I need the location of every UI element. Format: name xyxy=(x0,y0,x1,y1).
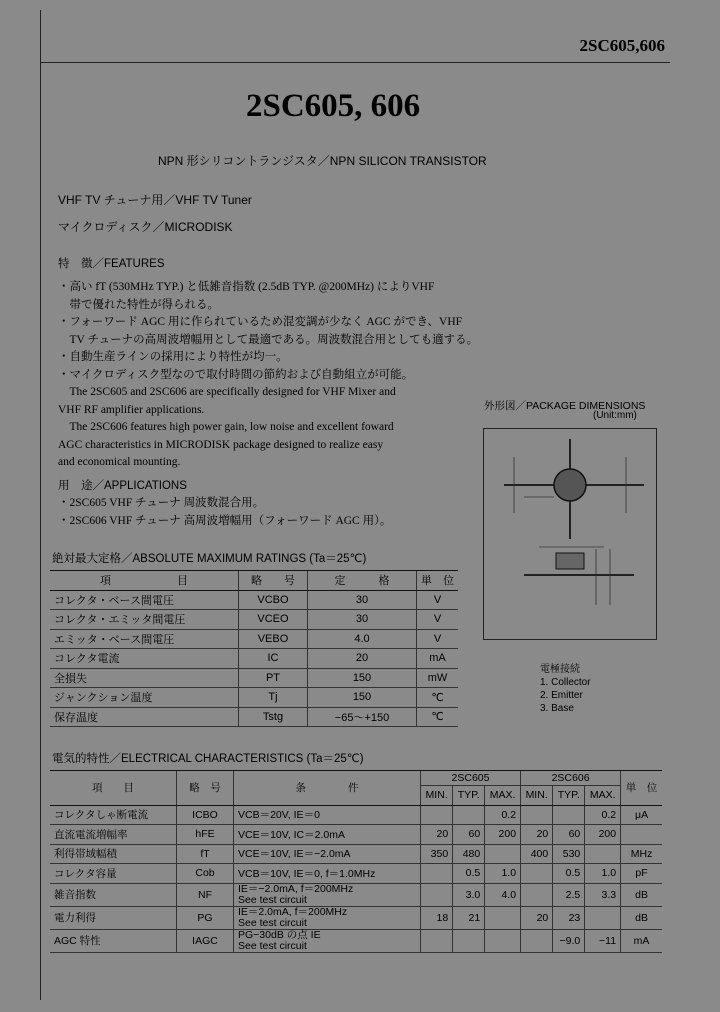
condition xyxy=(234,906,421,929)
table-row xyxy=(50,668,458,688)
typ: 21 xyxy=(453,906,485,929)
min xyxy=(421,929,453,952)
usage-line: ・2SC606 VHF チューナ 高周波増幅用（フォーワード AGC 用）。 xyxy=(58,514,392,527)
typ xyxy=(453,805,485,825)
col-max: MAX. xyxy=(585,786,621,806)
unit: ℃ xyxy=(417,707,459,727)
table-row xyxy=(50,825,662,845)
max: 1.0 xyxy=(585,864,621,884)
package-title: 外形図／PACKAGE DIMENSIONS xyxy=(484,400,646,412)
min: 20 xyxy=(421,825,453,845)
table-header-row xyxy=(50,571,458,591)
col-symbol: 略 号 xyxy=(239,571,308,591)
rating: −65〜+150 xyxy=(308,707,417,727)
usage-body xyxy=(58,495,391,530)
condition xyxy=(234,805,421,825)
min: 20 xyxy=(521,825,553,845)
feature-line: and economical mounting. xyxy=(58,456,181,468)
max: 0.2 xyxy=(585,805,621,825)
feature-line: ・高い fT (530MHz TYP.) と低雑音指数 (2.5dB TYP. @200MHz) によりVHF xyxy=(58,281,435,293)
table-row xyxy=(50,883,662,906)
rating: 30 xyxy=(308,610,417,630)
rating: 150 xyxy=(308,668,417,688)
condition-line: See test circuit xyxy=(238,939,307,952)
symbol: ICBO xyxy=(177,805,234,825)
table-row xyxy=(50,590,458,610)
table-row xyxy=(50,906,662,929)
col-typ: TYP. xyxy=(553,786,585,806)
max: 0.2 xyxy=(485,805,521,825)
typ xyxy=(553,805,585,825)
max xyxy=(485,929,521,952)
item: コレクタ・ベース間電圧 xyxy=(50,590,239,610)
feature-line: ・フォーワード AGC 用に作られているため混変調が少なく AGC ができ、VHF xyxy=(58,316,463,328)
condition xyxy=(234,883,421,906)
item: コレクタ容量 xyxy=(50,864,177,884)
symbol: Cob xyxy=(177,864,234,884)
condition-line: VCE＝10V, IC＝2.0mA xyxy=(238,828,345,841)
unit: V xyxy=(417,610,459,630)
app-line-1: VHF TV チューナ用／VHF TV Tuner xyxy=(58,193,252,207)
typ: 3.0 xyxy=(453,883,485,906)
min xyxy=(521,929,553,952)
symbol: VCEO xyxy=(239,610,308,630)
item: AGC 特性 xyxy=(50,929,177,952)
col-item: 項 目 xyxy=(50,771,177,806)
typ: 60 xyxy=(453,825,485,845)
symbol: VCBO xyxy=(239,590,308,610)
condition xyxy=(234,844,421,864)
min: 350 xyxy=(421,844,453,864)
typ: 2.5 xyxy=(553,883,585,906)
table-row xyxy=(50,649,458,669)
table-header-row xyxy=(50,771,662,786)
table-row xyxy=(50,610,458,630)
table-row xyxy=(50,864,662,884)
table-row xyxy=(50,707,458,727)
typ xyxy=(453,929,485,952)
group-2sc605: 2SC605 xyxy=(421,771,521,786)
max xyxy=(485,844,521,864)
left-margin-rule xyxy=(40,10,41,1000)
col-min: MIN. xyxy=(421,786,453,806)
unit: V xyxy=(417,629,459,649)
col-rating: 定 格 xyxy=(308,571,417,591)
condition-line: IE＝2.0mA, f＝200MHz xyxy=(238,905,348,918)
package-unit: (Unit:mm) xyxy=(593,410,637,421)
unit: MHz xyxy=(621,844,662,864)
unit: mW xyxy=(417,668,459,688)
condition-line: IE＝−2.0mA, f＝200MHz xyxy=(238,882,354,895)
max xyxy=(585,844,621,864)
item: エミッタ・ベース間電圧 xyxy=(50,629,239,649)
condition-line: PG−30dB の点 IE xyxy=(238,928,321,941)
page-title: 2SC605, 606 xyxy=(246,88,421,124)
condition xyxy=(234,929,421,952)
header-rule xyxy=(40,62,670,63)
condition-line: See test circuit xyxy=(238,893,307,906)
subtitle: NPN 形シリコントランジスタ／NPN SILICON TRANSISTOR xyxy=(158,154,487,168)
feature-line: AGC characteristics in MICRODISK package designed to realize easy xyxy=(58,438,384,451)
symbol: Tstg xyxy=(239,707,308,727)
unit xyxy=(621,825,662,845)
feature-line: The 2SC605 and 2SC606 are specifically designed for VHF Mixer and xyxy=(58,386,396,398)
max: 200 xyxy=(485,825,521,845)
unit: mA xyxy=(621,929,662,952)
col-typ: TYP. xyxy=(453,786,485,806)
min xyxy=(521,883,553,906)
max: −11 xyxy=(585,929,621,952)
abs-max-table xyxy=(50,570,458,727)
min xyxy=(521,805,553,825)
condition-line: VCB＝20V, IE＝0 xyxy=(238,809,320,822)
min xyxy=(421,805,453,825)
unit: ℃ xyxy=(417,688,459,708)
condition-line: VCE＝10V, IE＝−2.0mA xyxy=(238,848,351,861)
condition xyxy=(234,864,421,884)
elec-char-table xyxy=(50,770,662,953)
feature-line: ・マイクロディスク型なので取付時間の節約および自動組立が可能。 xyxy=(58,368,414,381)
features-body xyxy=(58,279,479,472)
symbol: IC xyxy=(239,649,308,669)
table-row xyxy=(50,844,662,864)
unit: μA xyxy=(621,805,662,825)
symbol: IAGC xyxy=(177,929,234,952)
table-row xyxy=(50,688,458,708)
col-max: MAX. xyxy=(485,786,521,806)
unit: mA xyxy=(417,649,459,669)
feature-line: VHF RF amplifier applications. xyxy=(58,403,205,416)
usage-heading: 用 途／APPLICATIONS xyxy=(58,480,187,492)
item: 利得帯域幅積 xyxy=(50,844,177,864)
table-row xyxy=(50,805,662,825)
col-symbol: 略 号 xyxy=(177,771,234,806)
pin-item: 3. Base xyxy=(540,703,574,714)
usage-line: ・2SC605 VHF チューナ 周波数混合用。 xyxy=(58,497,265,509)
condition xyxy=(234,825,421,845)
unit: V xyxy=(417,590,459,610)
symbol: VEBO xyxy=(239,629,308,649)
item: コレクタ電流 xyxy=(50,649,239,669)
unit: dB xyxy=(621,883,662,906)
col-condition: 条 件 xyxy=(234,771,421,806)
col-item: 項 目 xyxy=(50,571,239,591)
side-view-body xyxy=(556,553,584,569)
max: 1.0 xyxy=(485,864,521,884)
max xyxy=(485,906,521,929)
pin-heading: 電極接続 xyxy=(540,664,580,675)
abs-max-heading: 絶対最大定格／ABSOLUTE MAXIMUM RATINGS (Ta＝25℃) xyxy=(52,553,367,565)
typ: 480 xyxy=(453,844,485,864)
item: 保存温度 xyxy=(50,707,239,727)
package-outline-drawing xyxy=(484,429,656,639)
elec-heading: 電気的特性／ELECTRICAL CHARACTERISTICS (Ta＝25℃) xyxy=(52,753,364,765)
table-row xyxy=(50,629,458,649)
symbol: Tj xyxy=(239,688,308,708)
min: 18 xyxy=(421,906,453,929)
symbol: NF xyxy=(177,883,234,906)
typ: 23 xyxy=(553,906,585,929)
item: 雑音指数 xyxy=(50,883,177,906)
min: 400 xyxy=(521,844,553,864)
rating: 4.0 xyxy=(308,629,417,649)
unit: pF xyxy=(621,864,662,884)
typ: 60 xyxy=(553,825,585,845)
feature-line: ・自動生産ラインの採用により特性が均一。 xyxy=(58,351,288,363)
min: 20 xyxy=(521,906,553,929)
typ: 530 xyxy=(553,844,585,864)
features-heading: 特 徴／FEATURES xyxy=(58,258,165,270)
item: ジャンクション温度 xyxy=(50,688,239,708)
item: 全損失 xyxy=(50,668,239,688)
pin-item: 2. Emitter xyxy=(540,690,583,701)
pin-item: 1. Collector xyxy=(540,677,591,688)
pin-legend xyxy=(540,663,591,715)
col-unit: 単 位 xyxy=(417,571,459,591)
item: コレクタしゃ断電流 xyxy=(50,805,177,825)
feature-line: TV チューナの高周波増幅用として最適である。周波数混合用としても適する。 xyxy=(58,333,479,346)
col-min: MIN. xyxy=(521,786,553,806)
min xyxy=(521,864,553,884)
col-unit: 単 位 xyxy=(621,771,662,806)
header-part-ref: 2SC605,606 xyxy=(579,36,665,55)
feature-line: 帯で優れた特性が得られる。 xyxy=(58,298,219,311)
group-2sc606: 2SC606 xyxy=(521,771,621,786)
app-line-2: マイクロディスク／MICRODISK xyxy=(58,220,233,234)
typ: −9.0 xyxy=(553,929,585,952)
feature-line: The 2SC606 features high power gain, low noise and excellent foward xyxy=(58,421,394,433)
item: コレクタ・エミッタ間電圧 xyxy=(50,610,239,630)
max: 3.3 xyxy=(585,883,621,906)
symbol: hFE xyxy=(177,825,234,845)
min xyxy=(421,883,453,906)
symbol: PG xyxy=(177,906,234,929)
max: 4.0 xyxy=(485,883,521,906)
package-body xyxy=(554,469,586,501)
condition-line: See test circuit xyxy=(238,916,307,929)
typ: 0.5 xyxy=(453,864,485,884)
max xyxy=(585,906,621,929)
item: 電力利得 xyxy=(50,906,177,929)
rating: 150 xyxy=(308,688,417,708)
item: 直流電流増幅率 xyxy=(50,825,177,845)
min xyxy=(421,864,453,884)
table-row xyxy=(50,929,662,952)
rating: 20 xyxy=(308,649,417,669)
typ: 0.5 xyxy=(553,864,585,884)
max: 200 xyxy=(585,825,621,845)
unit: dB xyxy=(621,906,662,929)
rating: 30 xyxy=(308,590,417,610)
condition-line: VCB＝10V, IE＝0, f＝1.0MHz xyxy=(238,867,376,880)
symbol: fT xyxy=(177,844,234,864)
package-drawing-frame xyxy=(483,428,657,640)
symbol: PT xyxy=(239,668,308,688)
